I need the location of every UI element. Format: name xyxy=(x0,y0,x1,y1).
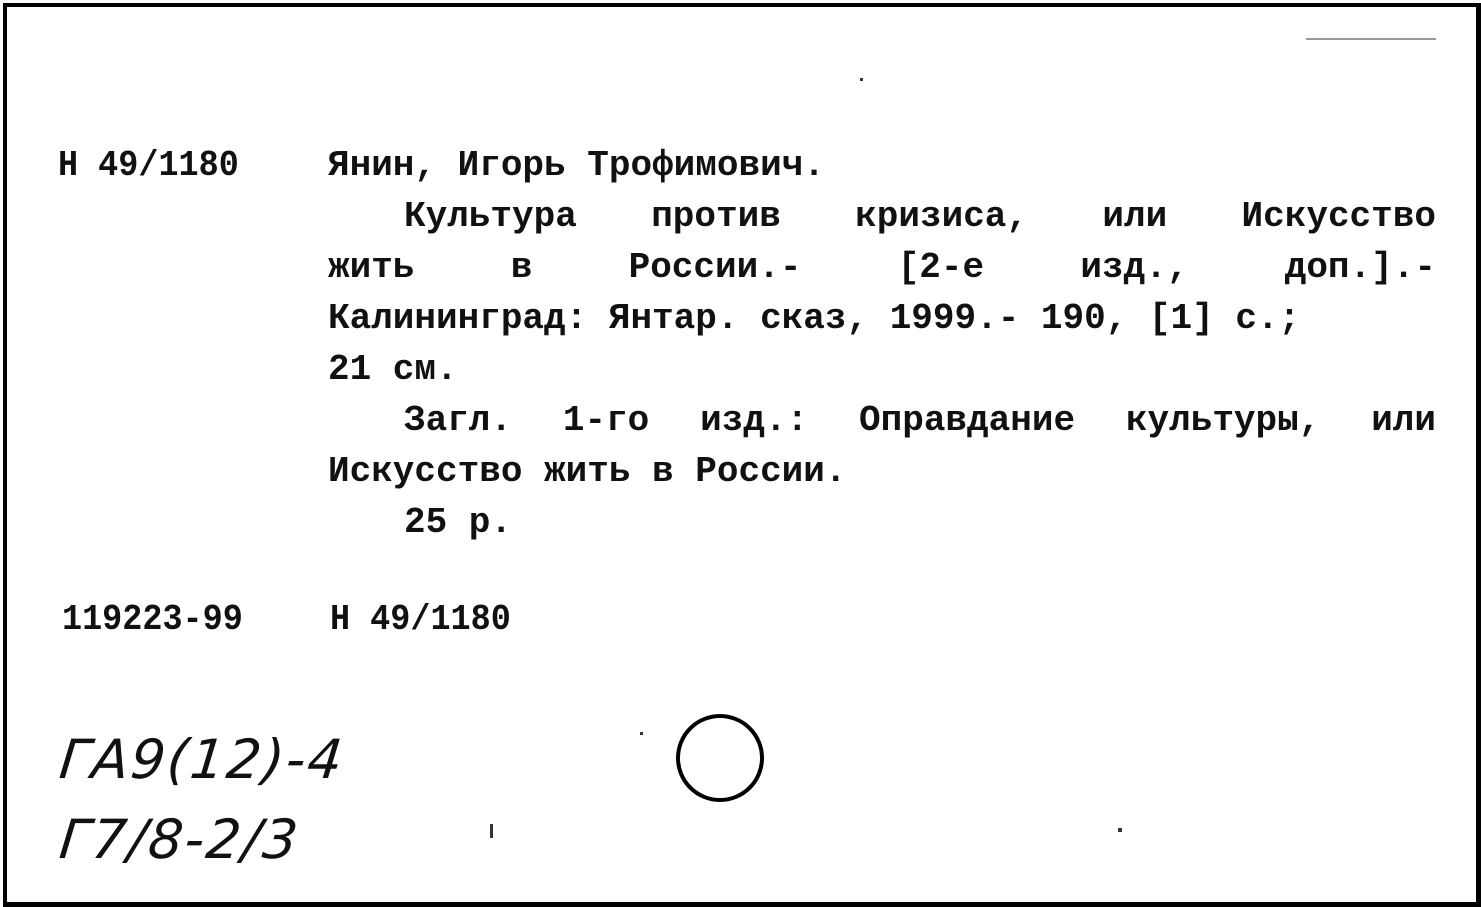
inventory-number: 119223-99 xyxy=(62,599,243,640)
title-word: кризиса, xyxy=(855,196,1028,237)
call-number-bottom: Н 49/1180 xyxy=(330,599,511,640)
scan-speck xyxy=(490,824,493,838)
imprint-line: Калининград: Янтар. сказ, 1999.- 190, [1] с.; xyxy=(328,298,1301,339)
punch-hole-circle xyxy=(676,714,764,802)
note-line-1 xyxy=(328,395,1436,446)
title-word: Культура xyxy=(404,196,577,237)
dimensions: 21 см. xyxy=(328,349,458,390)
title-word: против xyxy=(651,196,781,237)
title-word: в xyxy=(510,247,533,288)
price: 25 р. xyxy=(404,502,513,543)
bibliographic-description xyxy=(328,140,1436,548)
title-line-2 xyxy=(328,242,1436,293)
note-word: 1-го xyxy=(562,400,650,441)
title-word: изд., xyxy=(1080,247,1189,288)
note-word: или xyxy=(1371,400,1436,441)
title-word: [2-е xyxy=(897,247,985,288)
call-number-top: Н 49/1180 xyxy=(58,145,239,186)
author-heading: Янин, Игорь Трофимович. xyxy=(328,145,825,186)
note-word: Загл. xyxy=(404,400,513,441)
note-word: изд.: xyxy=(700,400,809,441)
scan-speck xyxy=(1306,38,1436,40)
handwritten-classification-1: ГА9(12)-4 xyxy=(56,728,348,791)
note-word: Оправдание xyxy=(859,400,1076,441)
note-word: культуры, xyxy=(1125,400,1321,441)
title-word: или xyxy=(1102,196,1168,237)
scan-speck xyxy=(1118,828,1122,832)
title-word: жить xyxy=(328,247,415,288)
handwritten-classification-2: Г7/8-2/3 xyxy=(56,808,303,871)
scan-speck xyxy=(860,78,863,81)
title-word: Искусство xyxy=(1241,196,1436,237)
title-word: доп.].- xyxy=(1284,247,1436,288)
title-word: России.- xyxy=(628,247,802,288)
title-line-1 xyxy=(328,191,1436,242)
note-line-2: Искусство жить в России. xyxy=(328,451,847,492)
scan-speck xyxy=(640,732,643,735)
